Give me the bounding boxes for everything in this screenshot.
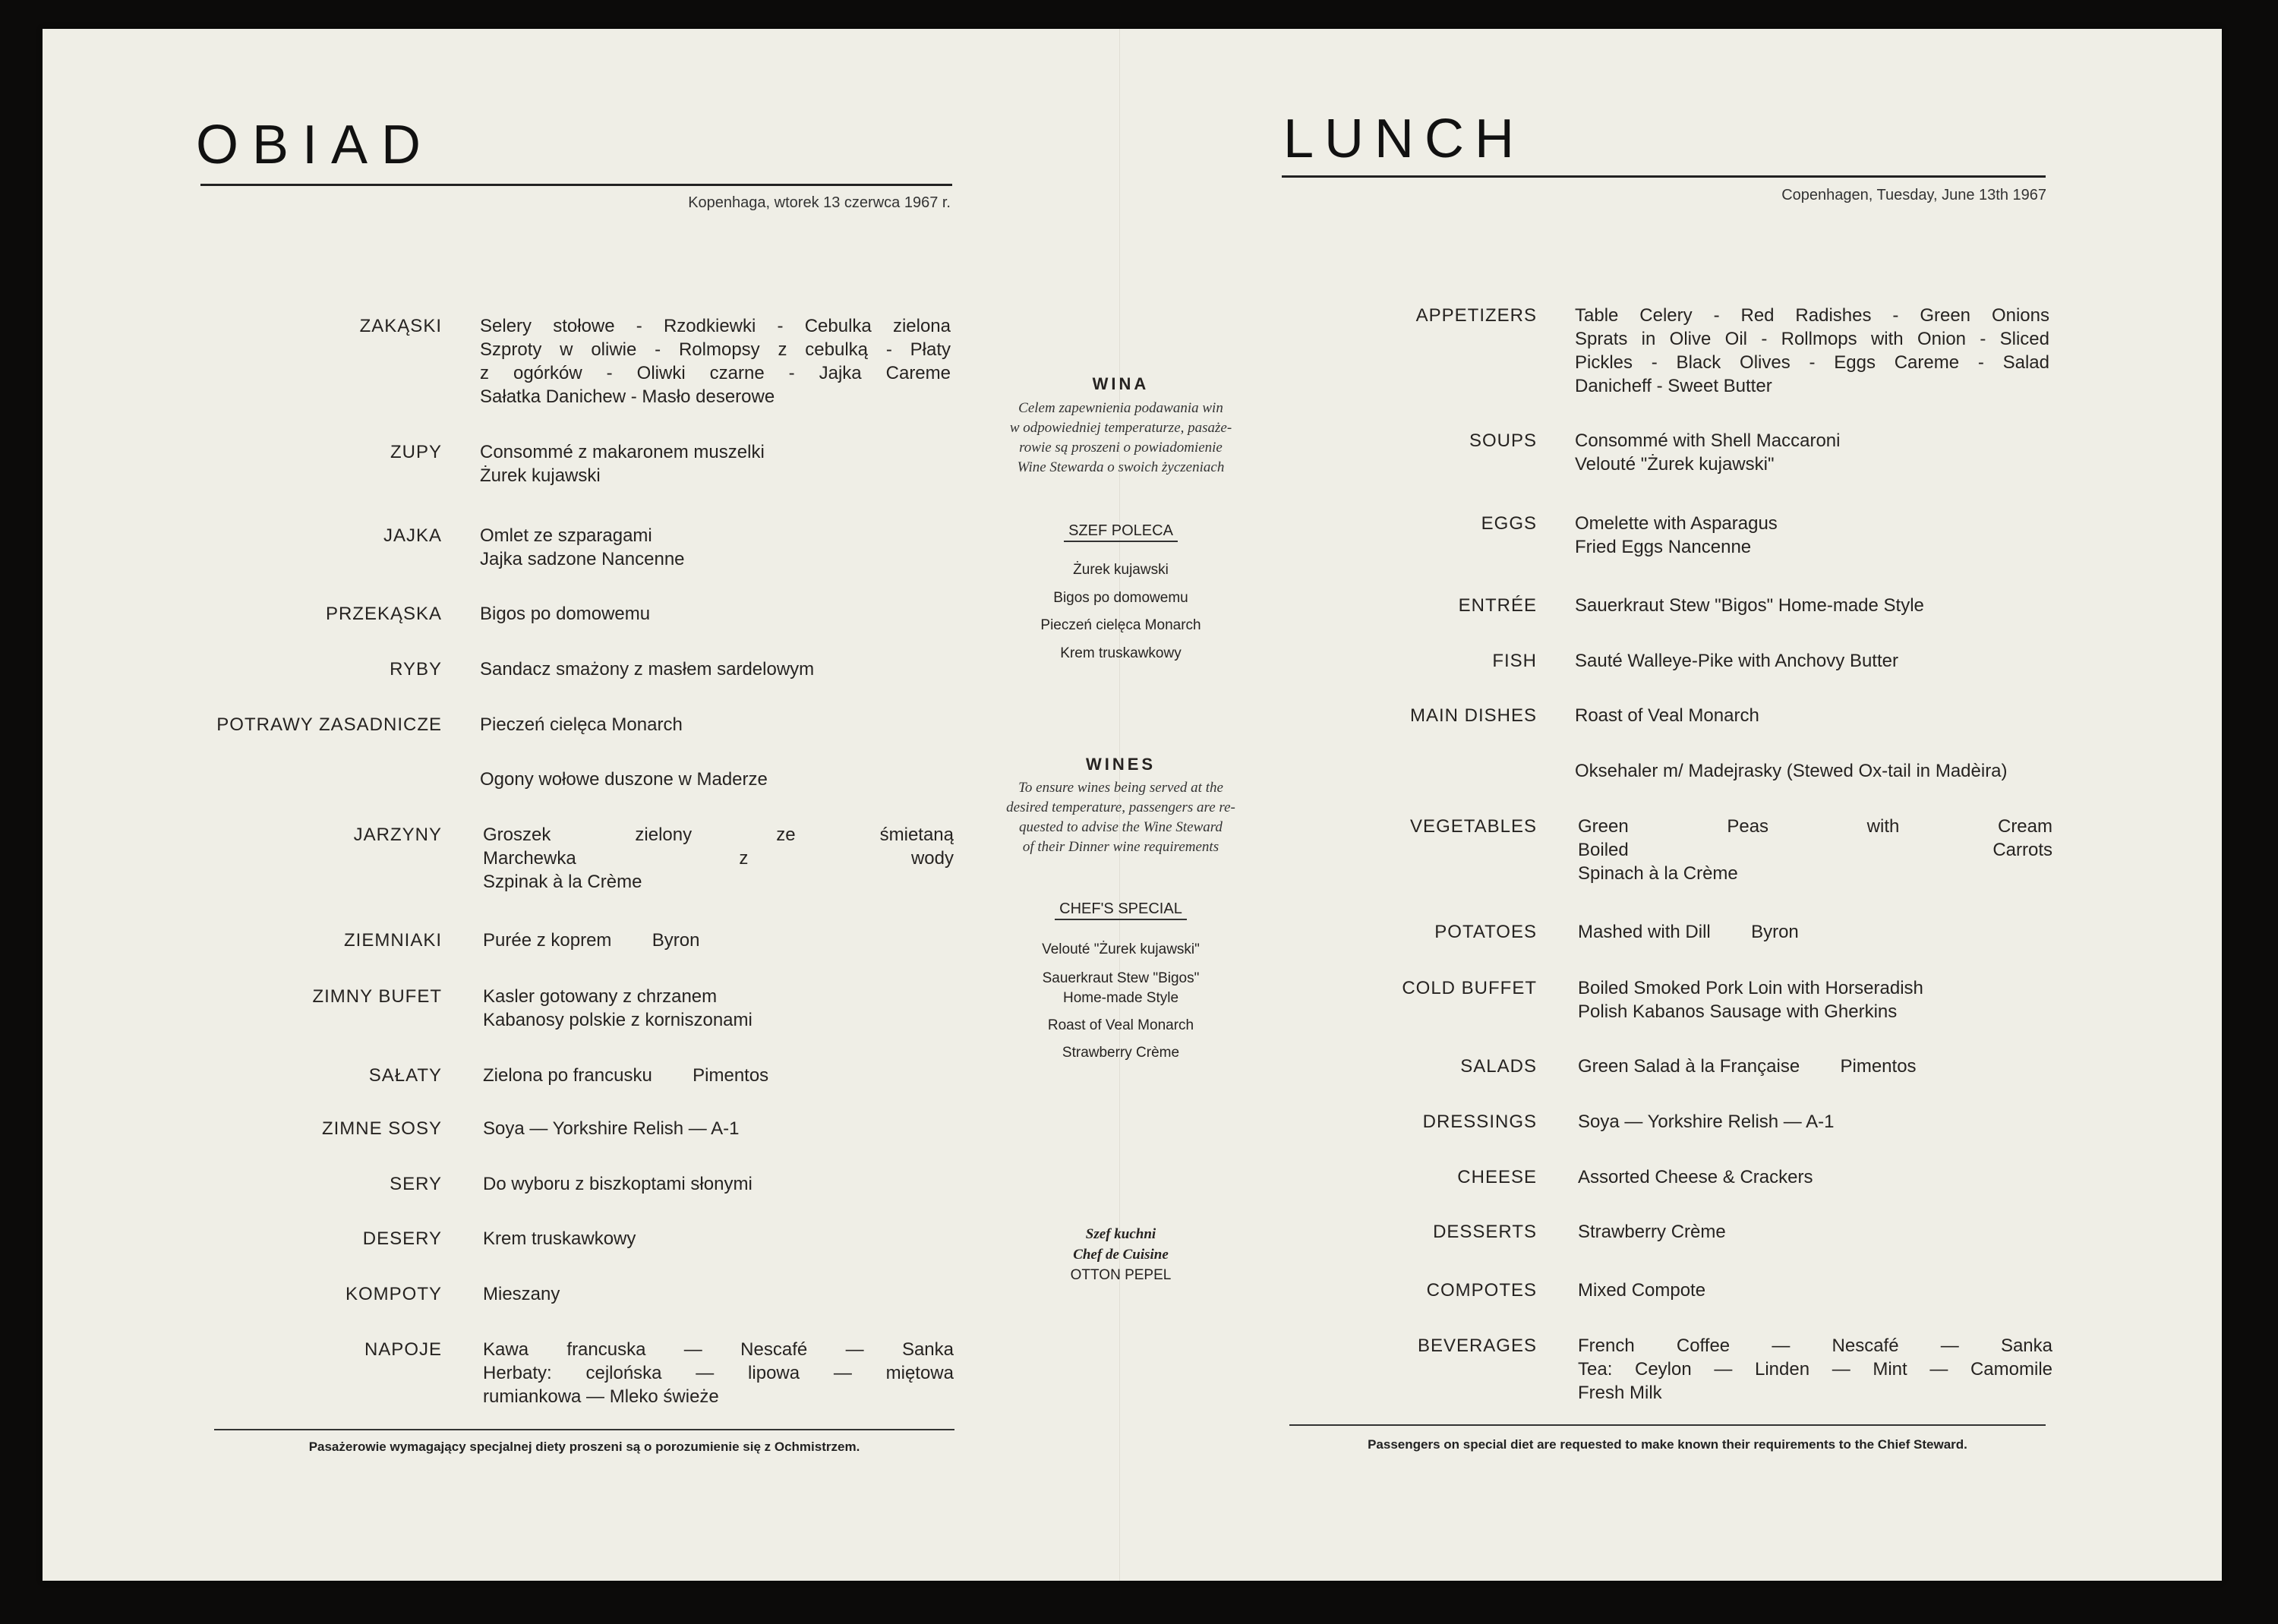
szef-item: Pieczeń cielęca Monarch: [1040, 617, 1201, 633]
dish-line: Oksehaler m/ Madejrasky (Stewed Ox-tail in Madèira): [1575, 761, 2008, 781]
chef-signature: [972, 1224, 1270, 1285]
course-category: POTRAWY ZASADNICZE: [216, 714, 442, 735]
dish-line: Boiled Carrots: [1578, 840, 2052, 860]
course-dishes: [1575, 704, 1759, 727]
course-category: NAPOJE: [364, 1339, 442, 1360]
wines-line: quested to advise the Wine Steward: [1019, 819, 1223, 835]
course-category: EGGS: [1481, 513, 1537, 534]
dish-line: Sprats in Olive Oil - Rollmops with Onion - Sliced: [1575, 329, 2049, 349]
dish-line: Soya — Yorkshire Relish — A-1: [483, 1118, 740, 1139]
dish-line: Bigos po domowemu: [480, 604, 651, 624]
dish-line: Żurek kujawski: [480, 465, 601, 486]
course-dishes: [1575, 594, 1924, 617]
chef-item: Home-made Style: [1062, 990, 1179, 1006]
dish-line: Green Peas with Cream: [1578, 816, 2052, 837]
dish-line: Kasler gotowany z chrzanem: [483, 986, 718, 1007]
dish-line: Sauerkraut Stew "Bigos" Home-made Style: [1575, 595, 1924, 616]
dish-line: Kabanosy polskie z korniszonami: [483, 1010, 752, 1030]
dish-line: Consommé z makaronem muszelki: [480, 442, 765, 462]
course-category: SALADS: [1460, 1056, 1537, 1077]
dish-line: Danicheff - Sweet Butter: [1575, 376, 1772, 396]
dish-line: Pickles - Black Olives - Eggs Careme - Salad: [1575, 352, 2049, 373]
dish-line: Selery stołowe - Rzodkiewki - Cebulka zielona: [480, 316, 951, 336]
course-category: FISH: [1492, 651, 1537, 671]
course-dishes: [1575, 429, 1840, 476]
dish-line: Sałatka Danichew - Masło deserowe: [480, 386, 775, 407]
course-dishes: [1578, 1220, 1726, 1244]
dish-line: Assorted Cheese & Crackers: [1578, 1167, 1813, 1187]
dish-line: Strawberry Crème: [1578, 1222, 1726, 1242]
polish-dateline: Kopenhaga, wtorek 13 czerwca 1967 r.: [688, 194, 951, 211]
szef-item: Bigos po domowemu: [1053, 590, 1188, 606]
course-category: KOMPOTY: [345, 1284, 442, 1304]
polish-footnote: Pasażerowie wymagający specjalnej diety proszeni są o porozumienie się z Ochmistrzem.: [308, 1440, 860, 1454]
wines-heading: WINES: [1085, 755, 1156, 774]
dish-line: Omlet ze szparagami: [480, 525, 652, 546]
english-title: LUNCH: [1283, 109, 1526, 169]
course-category: POTATOES: [1434, 922, 1537, 942]
dish-line: Pieczeń cielęca Monarch: [480, 714, 683, 735]
dish-line: Fresh Milk: [1578, 1383, 1662, 1403]
szef-poleca-heading: [972, 522, 1270, 540]
course-category: ZIEMNIAKI: [343, 930, 442, 951]
course-category: SAŁATY: [368, 1065, 442, 1086]
dish-line: Sandacz smażony z masłem sardelowym: [480, 659, 815, 680]
course-category: APPETIZERS: [1415, 305, 1537, 326]
course-category: COLD BUFFET: [1402, 978, 1537, 998]
course-category: MAIN DISHES: [1409, 705, 1537, 726]
course-category: JARZYNY: [353, 825, 442, 845]
dish-line: Jajka sadzone Nancenne: [480, 549, 685, 569]
chef-item: Roast of Veal Monarch: [1047, 1017, 1194, 1033]
dish-line: Soya — Yorkshire Relish — A-1: [1578, 1112, 1835, 1132]
dish-line: Szproty w oliwie - Rolmopsy z cebulką - Płaty: [480, 339, 951, 360]
course-category: VEGETABLES: [1410, 816, 1537, 837]
course-dishes: [1578, 1110, 1835, 1134]
course-category: ZIMNE SOSY: [321, 1118, 442, 1139]
wines-text: [972, 778, 1270, 857]
english-footer-rule: [1289, 1424, 2046, 1426]
course-dishes: [1575, 759, 2008, 783]
course-category: ZUPY: [390, 442, 442, 462]
wina-line: Wine Stewarda o swoich życzeniach: [1017, 459, 1225, 475]
chef-name: OTTON PEPEL: [1070, 1267, 1172, 1283]
course-dishes: [1578, 1165, 1813, 1189]
dish-line: Krem truskawkowy: [483, 1228, 636, 1249]
dish-line: Mixed Compote: [1578, 1280, 1706, 1301]
chef-item: Strawberry Crème: [1062, 1045, 1180, 1061]
course-dishes: [1575, 512, 1778, 559]
dish-line: Spinach à la Crème: [1578, 863, 1738, 884]
dish-line: Tea: Ceylon — Linden — Mint — Camomile: [1578, 1359, 2052, 1380]
dish-line: Kawa francuska — Nescafé — Sanka: [483, 1339, 954, 1360]
english-dateline: Copenhagen, Tuesday, June 13th 1967: [1781, 187, 2046, 203]
wina-line: Celem zapewnienia podawania win: [1018, 400, 1223, 416]
szef-item: Krem truskawkowy: [1060, 645, 1182, 661]
course-category: CHEESE: [1457, 1167, 1537, 1187]
dish-line: Herbaty: cejlońska — lipowa — miętowa: [483, 1363, 954, 1383]
course-category: RYBY: [390, 659, 442, 680]
wines-line: desired temperature, passengers are re-: [1006, 799, 1235, 815]
dish-line: rumiankowa — Mleko świeże: [483, 1386, 719, 1407]
course-dishes: [1578, 976, 1923, 1023]
dish-line: Groszek zielony ze śmietaną: [483, 825, 954, 845]
wina-line: w odpowiedniej temperaturze, pasaże-: [1009, 420, 1232, 436]
signature-line-english: Chef de Cuisine: [1073, 1247, 1169, 1263]
dish-line: Omelette with Asparagus: [1575, 513, 1778, 534]
dish-line: Sauté Walleye-Pike with Anchovy Butter: [1575, 651, 1898, 671]
chef-item: Velouté "Żurek kujawski": [1042, 941, 1200, 957]
dish-line: Purée z koprem Byron: [483, 930, 700, 951]
course-category: ZAKĄSKI: [359, 316, 442, 336]
dish-line: Zielona po francusku Pimentos: [483, 1065, 769, 1086]
dish-line: Mashed with Dill Byron: [1578, 922, 1799, 942]
dish-line: Ogony wołowe duszone w Maderze: [480, 769, 768, 790]
dish-line: Marchewka z wody: [483, 848, 954, 869]
dish-line: Szpinak à la Crème: [483, 872, 642, 892]
chefs-special-label: CHEF'S SPECIAL: [1055, 900, 1187, 920]
chefs-special-heading: [972, 900, 1270, 918]
wines-line: To ensure wines being served at the: [1018, 780, 1223, 796]
english-footnote: Passengers on special diet are requested to make known their requirements to the Chief Steward.: [1368, 1437, 1967, 1452]
course-dishes: [1578, 920, 1799, 944]
course-category: DESSERTS: [1433, 1222, 1537, 1242]
course-category: ZIMNY BUFET: [312, 986, 442, 1007]
course-category: DRESSINGS: [1422, 1112, 1537, 1132]
course-category: BEVERAGES: [1417, 1335, 1537, 1356]
course-category: SOUPS: [1469, 430, 1537, 451]
wina-line: rowie są proszeni o powiadomienie: [1019, 440, 1223, 456]
dish-line: Green Salad à la Française Pimentos: [1578, 1056, 1917, 1077]
signature-line-polish: Szef kuchni: [1085, 1226, 1156, 1242]
dish-line: Roast of Veal Monarch: [1575, 705, 1759, 726]
dish-line: Velouté "Żurek kujawski": [1575, 454, 1775, 475]
szef-item: Żurek kujawski: [1073, 562, 1169, 578]
course-dishes: [1575, 304, 2049, 398]
dish-line: Do wyboru z biszkoptami słonymi: [483, 1174, 752, 1194]
dish-line: Fried Eggs Nancenne: [1575, 537, 1752, 557]
dish-line: Polish Kabanos Sausage with Gherkins: [1578, 1001, 1898, 1022]
course-dishes: [1578, 1334, 2052, 1405]
course-dishes: [1578, 1055, 1917, 1078]
polish-title: OBIAD: [196, 115, 435, 175]
dish-line: z ogórków - Oliwki czarne - Jajka Careme: [480, 363, 951, 383]
course-category: PRZEKĄSKA: [325, 604, 442, 624]
dish-line: Consommé with Shell Maccaroni: [1575, 430, 1841, 451]
course-category: ENTRÉE: [1458, 595, 1537, 616]
dish-line: Table Celery - Red Radishes - Green Onions: [1575, 305, 2049, 326]
wines-line: of their Dinner wine requirements: [1022, 839, 1219, 855]
course-category: COMPOTES: [1426, 1280, 1537, 1301]
dish-line: Mieszany: [483, 1284, 560, 1304]
dish-line: French Coffee — Nescafé — Sanka: [1578, 1335, 2052, 1356]
course-dishes: [1578, 1279, 1705, 1302]
course-dishes: [1578, 815, 2052, 885]
course-dishes: [1575, 649, 1898, 673]
wina-text: [972, 399, 1270, 478]
course-category: DESERY: [362, 1228, 442, 1249]
wina-heading: WINA: [1092, 374, 1150, 393]
course-category: JAJKA: [383, 525, 442, 546]
chef-item: Sauerkraut Stew "Bigos": [1042, 970, 1200, 986]
middle-column: [972, 0, 1270, 1624]
dish-line: Boiled Smoked Pork Loin with Horseradish: [1578, 978, 1923, 998]
course-category: SERY: [390, 1174, 442, 1194]
szef-poleca-label: SZEF POLECA: [1064, 522, 1178, 542]
